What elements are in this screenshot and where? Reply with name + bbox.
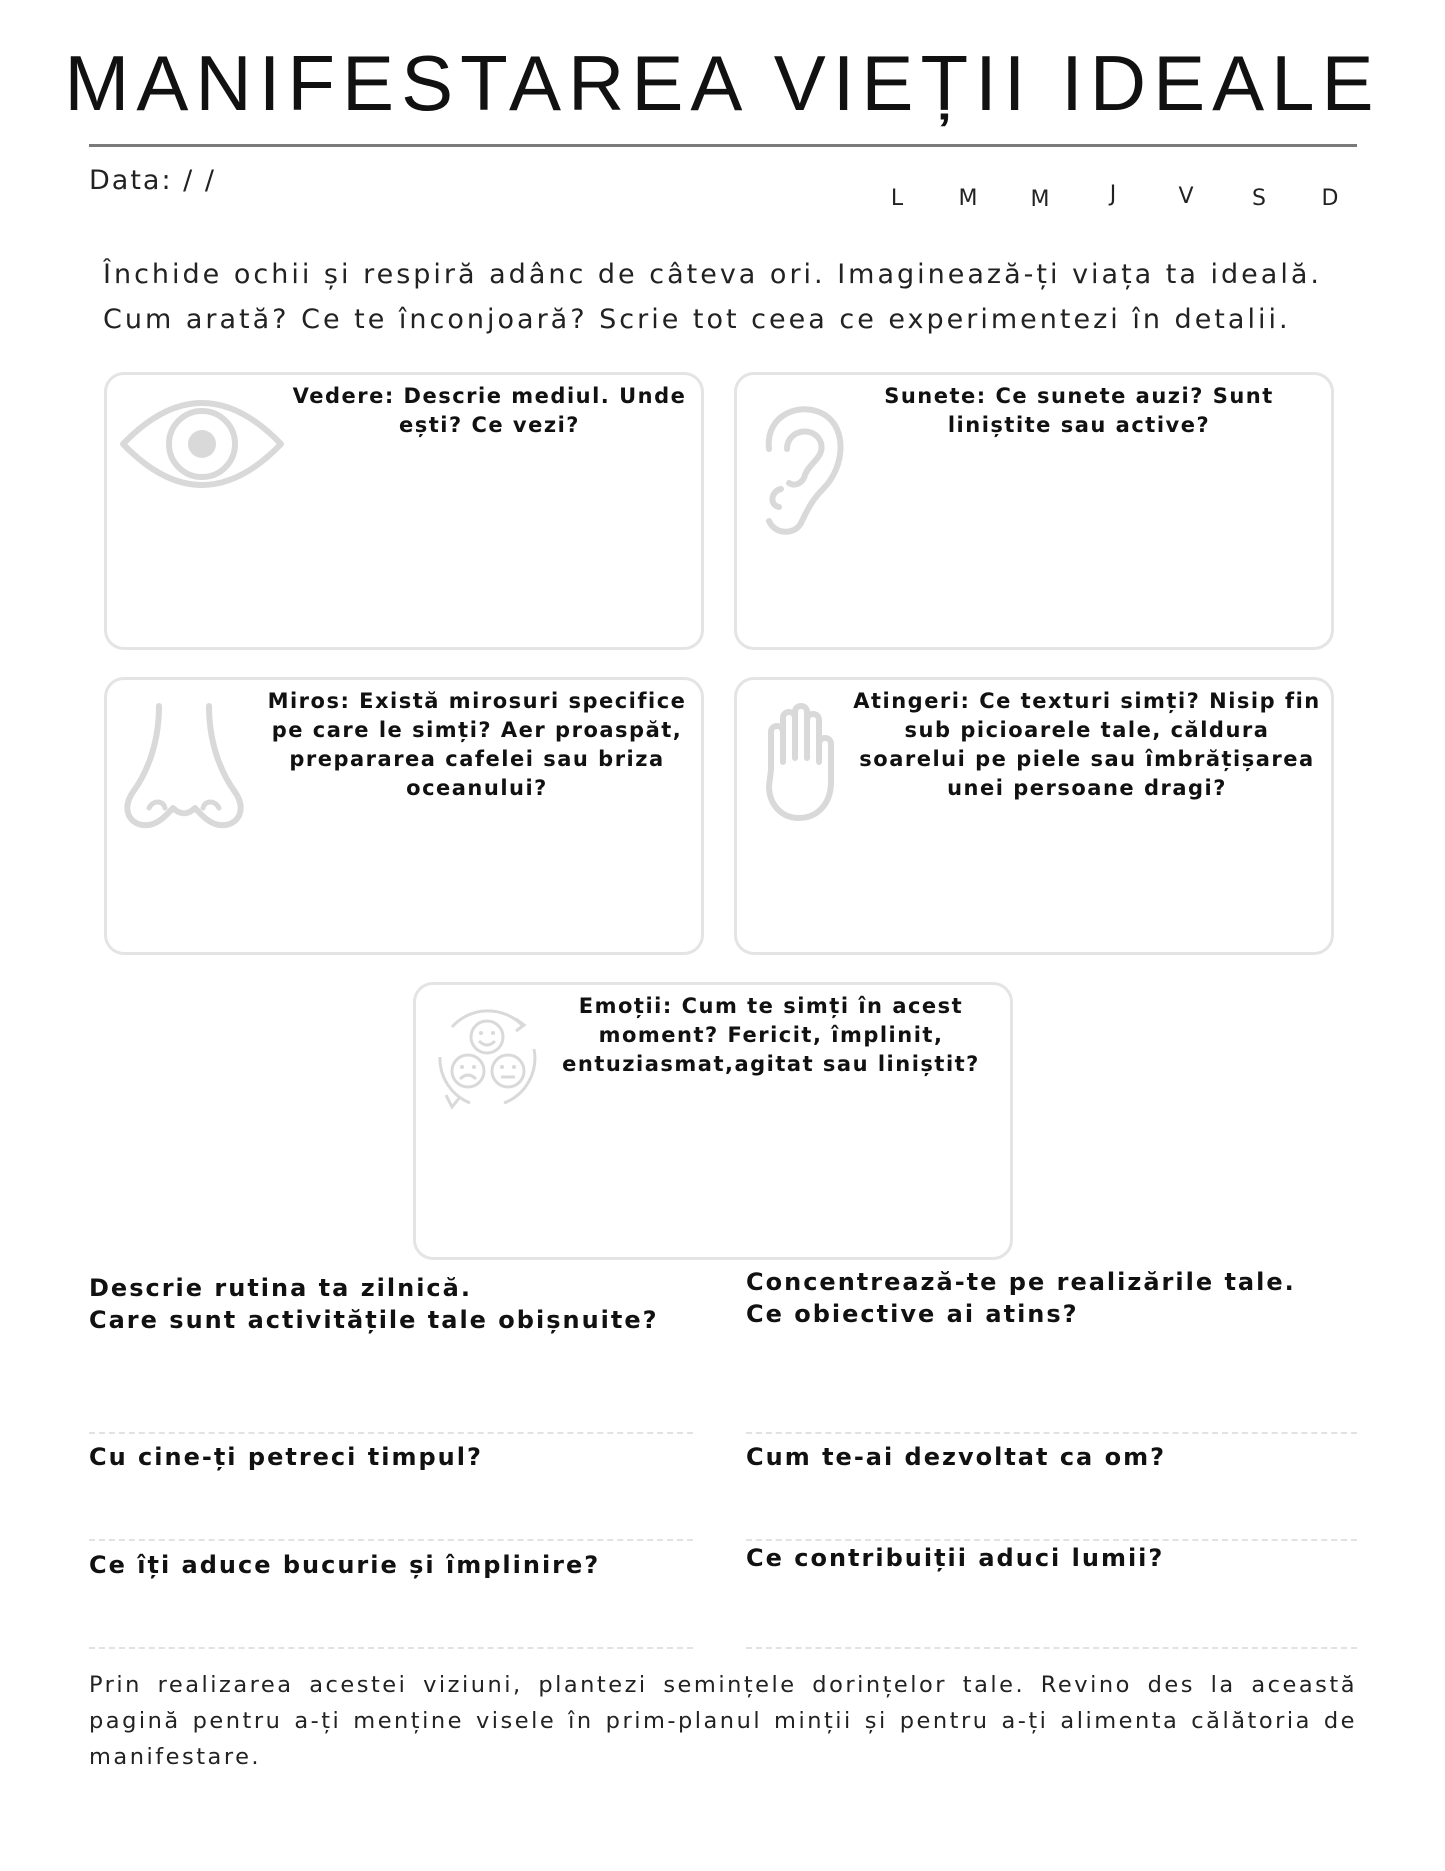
date-field[interactable]: Data: / / [89,165,216,196]
sense-prompt-line: Sunete: Ce sunete auzi? Sunt [884,384,1274,408]
weekday-thursday[interactable]: J [1109,182,1117,207]
question-line: Descrie rutina ta zilnică. [89,1274,472,1302]
sense-prompt-line: Miros: Există mirosuri specifice [267,689,687,713]
nose-icon [119,700,249,839]
sense-prompt-line: entuziasmat,agitat sau liniștit? [562,1052,980,1076]
answer-line-joy[interactable] [89,1647,693,1649]
sense-prompt-line: moment? Fericit, împlinit, [598,1023,944,1047]
sense-box-emotii[interactable] [413,982,1013,1260]
sense-prompt-line: liniștite sau active? [947,413,1211,437]
answer-line-daily-routine[interactable] [89,1432,693,1434]
weekday-wednesday[interactable]: M [1030,187,1050,212]
weekday-saturday[interactable]: S [1252,186,1266,211]
sense-prompt-line: prepararea cafelei sau briza [289,747,665,771]
sense-box-atingeri[interactable] [734,677,1334,955]
question-daily-routine [89,1272,659,1336]
sense-prompt-line: ești? Ce vezi? [399,413,580,437]
intro-text [103,252,1403,342]
sense-prompt-line: soarelui pe piele sau îmbrățișarea [859,747,1315,771]
eye-icon [117,397,287,496]
answer-line-time-with[interactable] [89,1539,693,1541]
intro-line-2: Cum arată? Ce te înconjoară? Scrie tot ceea ce experimentezi în detalii. [103,304,1291,335]
weekday-sunday[interactable]: D [1321,186,1339,211]
answer-line-achievements[interactable] [746,1432,1357,1434]
question-line: Ce obiective ai atins? [746,1300,1079,1328]
answer-line-contributions[interactable] [746,1647,1357,1649]
weekday-friday[interactable]: V [1178,184,1194,209]
ear-icon [751,397,851,541]
sense-box-sunete[interactable] [734,372,1334,650]
sense-prompt-line: oceanului? [406,776,548,800]
sense-prompt-line: pe care le simți? Aer proaspăt, [271,718,683,742]
question-line: Concentrează-te pe realizările tale. [746,1268,1296,1296]
page-title: MANIFESTAREA VIEȚII IDEALE [64,39,1381,127]
sense-prompt-line: Atingeri: Ce texturi simți? Nisip fin [853,689,1321,713]
hand-icon [753,700,853,829]
weekday-tuesday[interactable]: M [958,186,978,211]
sense-prompt-line: unei persoane dragi? [947,776,1227,800]
question-growth: Cum te-ai dezvoltat ca om? [746,1443,1167,1471]
sense-prompt-line: Emoții: Cum te simți în acest [578,994,964,1018]
question-time-with: Cu cine-ți petreci timpul? [89,1443,483,1471]
emotions-cycle-icon [430,999,545,1118]
sense-box-miros[interactable] [104,677,704,955]
sense-box-vedere[interactable] [104,372,704,650]
question-achievements [746,1266,1296,1330]
title-divider [89,144,1357,147]
weekday-monday[interactable]: L [890,186,904,211]
sense-prompt-line: Vedere: Descrie mediul. Unde [292,384,687,408]
question-line: Care sunt activitățile tale obișnuite? [89,1306,659,1334]
answer-line-growth[interactable] [746,1539,1357,1541]
closing-paragraph: Prin realizarea acestei viziuni, plantezi semințele dorințelor tale. Revino des la această pagină pentru a-ți menține visele în prim-planul minții și pentru a-ți alimenta călătoria de manifestare. [89,1672,1357,1770]
sense-prompt-line: sub picioarele tale, căldura [904,718,1270,742]
question-contributions: Ce contribuiții aduci lumii? [746,1544,1165,1572]
intro-line-1: Închide ochii și respiră adânc de câteva ori. Imaginează-ți viața ta ideală. [103,259,1322,290]
question-joy: Ce îți aduce bucurie și împlinire? [89,1551,601,1579]
